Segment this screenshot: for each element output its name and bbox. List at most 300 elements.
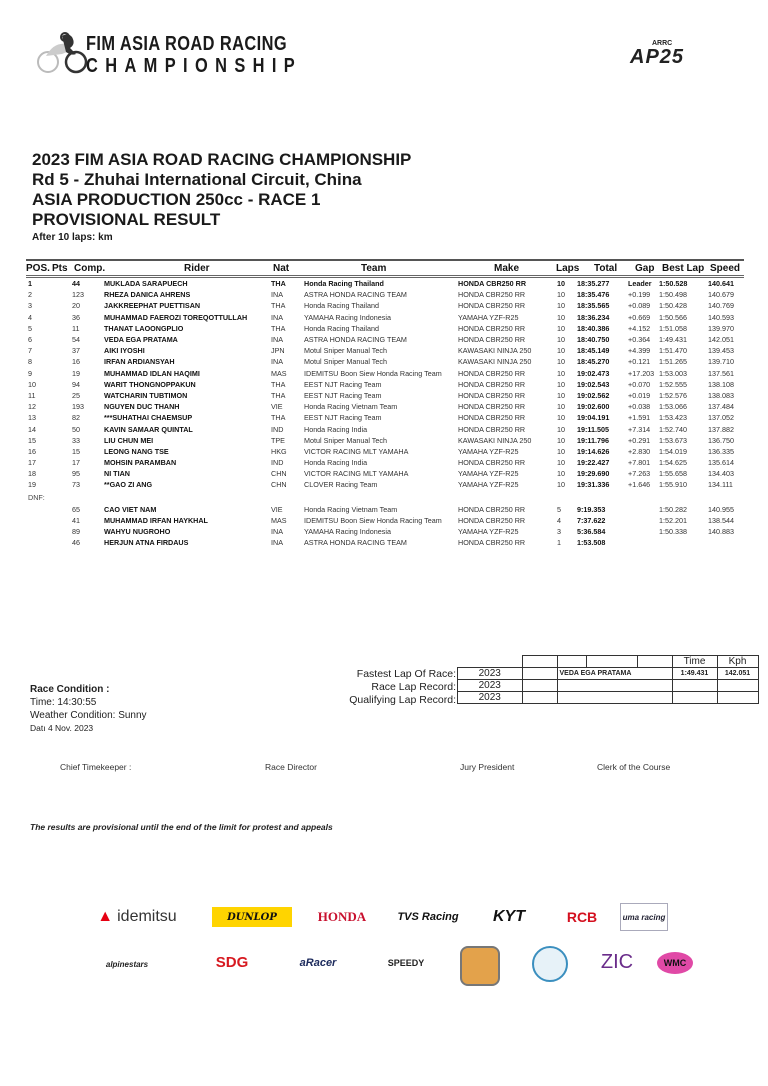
weather-condition: Weather Condition: Sunny: [30, 710, 147, 721]
result-row: [26, 479, 744, 490]
header-best-lap: Best Lap: [662, 262, 705, 274]
cell-gap: +0.019: [628, 390, 651, 400]
cell-total: 19:02.562: [577, 390, 610, 400]
cell-laps: 10: [557, 368, 565, 378]
result-row: [26, 401, 744, 412]
cell-make: YAMAHA YZF-R25: [458, 527, 519, 537]
cell-gap: +0.121: [628, 357, 651, 367]
cell-rider: HERJUN ATNA FIRDAUS: [104, 538, 189, 548]
logo-line2: CHAMPIONSHIP: [86, 55, 303, 77]
rider: [557, 680, 672, 692]
arrc-ap25-logo: [630, 40, 745, 68]
cell-comp: 11: [72, 323, 80, 333]
cell-team: Honda Racing India: [304, 458, 368, 468]
cell-speed: 138.544: [708, 515, 734, 525]
cell-team: IDEMITSU Boon Siew Honda Racing Team: [304, 515, 442, 525]
result-row: [26, 300, 744, 311]
sponsor-kyt: KYT: [493, 908, 525, 925]
cell-laps: 10: [557, 301, 565, 311]
cell-comp: 25: [72, 390, 80, 400]
fim-asia-rider-logo-icon: [32, 30, 88, 74]
sponsor-alpinestars: alpinestars: [105, 959, 149, 969]
year: 2023: [458, 668, 523, 680]
cell-nat: VIE: [271, 504, 283, 514]
results-table: [26, 259, 744, 548]
cell-gap: +17.203: [628, 368, 655, 378]
cell-nat: THA: [271, 279, 286, 289]
cell-pos: 11: [28, 390, 36, 400]
cell-make: KAWASAKI NINJA 250: [458, 435, 532, 445]
cell-laps: 10: [557, 480, 565, 490]
cell-best: 1:55.910: [659, 480, 687, 490]
sponsor-honda: HONDA: [317, 909, 367, 924]
sponsor-zic: ZIC: [600, 950, 634, 973]
dnf-row: [26, 526, 744, 537]
cell-team: ASTRA HONDA RACING TEAM: [304, 538, 407, 548]
cell-make: KAWASAKI NINJA 250: [458, 357, 532, 367]
cell-team: Honda Racing India: [304, 424, 368, 434]
cell-rider: LIU CHUN MEI: [104, 435, 154, 445]
cell-comp: 95: [72, 469, 80, 479]
result-row: [26, 278, 744, 289]
cell-nat: TPE: [271, 435, 285, 445]
sponsor-rcb: RCB: [566, 909, 598, 925]
cell-laps: 3: [557, 527, 561, 537]
cell-nat: VIE: [271, 402, 283, 412]
signature-race-director: Race Director: [265, 762, 317, 772]
sponsor-idemitsu: ▲ idemitsu: [97, 908, 177, 925]
cell-best: 1:50.566: [659, 312, 687, 322]
cell-pos: 6: [28, 335, 32, 345]
cell-pos: 1: [28, 279, 32, 289]
cell-total: 19:02.543: [577, 379, 610, 389]
cell-best: 1:53.066: [659, 402, 687, 412]
cell-speed: 134.111: [708, 480, 733, 490]
cell-team: EEST NJT Racing Team: [304, 413, 382, 423]
cell-team: IDEMITSU Boon Siew Honda Racing Team: [304, 368, 442, 378]
cell-pos: 12: [28, 402, 36, 412]
sponsor-wmc: WMC: [657, 952, 693, 974]
cell-speed: 137.882: [708, 424, 734, 434]
cell-comp: 65: [72, 504, 80, 514]
cell-speed: 137.052: [708, 413, 734, 423]
cell-laps: 10: [557, 312, 565, 322]
cell-pos: 19: [28, 480, 36, 490]
title-championship: 2023 FIM ASIA ROAD RACING CHAMPIONSHIP: [32, 150, 412, 169]
cell-laps: 10: [557, 446, 565, 456]
kph: [717, 680, 758, 692]
cell-total: 19:29.690: [577, 469, 610, 479]
zhuhai-circuit-logo-icon: [460, 946, 500, 986]
cell-speed: 137.561: [708, 368, 734, 378]
label-race-lap-record: Race Lap Record:: [371, 681, 456, 693]
cell-best: 1:55.658: [659, 469, 687, 479]
cell-speed: 140.679: [708, 290, 734, 300]
cell-laps: 10: [557, 279, 565, 289]
cell-laps: 10: [557, 335, 565, 345]
cell-comp: 54: [72, 335, 80, 345]
cell-total: 18:36.234: [577, 312, 610, 322]
cell-make: HONDA CBR250 RR: [458, 290, 526, 300]
cell-make: HONDA CBR250 RR: [458, 515, 526, 525]
cell-rider: WARIT THONGNOPPAKUN: [104, 379, 196, 389]
cell-total: 19:02.473: [577, 368, 610, 378]
cell-gap: +7.263: [628, 469, 651, 479]
cell-make: YAMAHA YZF-R25: [458, 446, 519, 456]
cell-comp: 46: [72, 538, 80, 548]
cell-rider: MUHAMMAD IDLAN HAQIMI: [104, 368, 200, 378]
camf-logo-icon: [532, 946, 568, 982]
cell-best: 1:52.576: [659, 390, 687, 400]
cell-gap: +7.801: [628, 458, 651, 468]
cell-nat: THA: [271, 379, 286, 389]
cell-comp: 17: [72, 458, 80, 468]
cell-speed: 140.769: [708, 301, 734, 311]
cell-nat: JPN: [271, 346, 285, 356]
cell-nat: THA: [271, 390, 286, 400]
cell-comp: 193: [72, 402, 84, 412]
cell-make: HONDA CBR250 RR: [458, 458, 526, 468]
result-row: [26, 289, 744, 300]
cell-team: Motul Sniper Manual Tech: [304, 346, 387, 356]
cell-team: EEST NJT Racing Team: [304, 390, 382, 400]
cell-comp: 19: [72, 368, 80, 378]
cell-gap: +0.199: [628, 290, 651, 300]
cell-nat: CHN: [271, 480, 287, 490]
cell-team: VICTOR RACING MLT YAMAHA: [304, 446, 409, 456]
cell-gap: +0.070: [628, 379, 651, 389]
cell-laps: 10: [557, 469, 565, 479]
signature-jury-president: Jury President: [460, 762, 515, 772]
cell-speed: 136.335: [708, 446, 734, 456]
cell-nat: CHN: [271, 469, 287, 479]
cell-speed: 140.641: [708, 279, 734, 289]
cell-nat: INA: [271, 335, 283, 345]
header-gap: Gap: [635, 262, 655, 274]
cell-total: 7:37.622: [577, 515, 606, 525]
cell-laps: 5: [557, 504, 561, 514]
cell-make: YAMAHA YZF-R25: [458, 469, 519, 479]
sponsor-uma-racing: uma racing: [620, 903, 668, 931]
cell-best: 1:51.470: [659, 346, 687, 356]
sponsor-speedy: SPEEDY: [387, 958, 425, 968]
lap-record-row: [458, 680, 759, 692]
cell-gap: +0.089: [628, 301, 651, 311]
cell-gap: +2.830: [628, 446, 651, 456]
cell-pos: 7: [28, 346, 32, 356]
sponsor-tvs: TVS Racing: [397, 911, 459, 923]
lap-record-row: [458, 692, 759, 704]
cell-team: ASTRA HONDA RACING TEAM: [304, 290, 407, 300]
cell-total: 19:31.336: [577, 480, 610, 490]
cell-gap: +0.669: [628, 312, 651, 322]
cell-nat: INA: [271, 527, 283, 537]
cell-speed: 138.108: [708, 379, 734, 389]
cell-laps: 10: [557, 357, 565, 367]
cell-total: 5:36.584: [577, 527, 606, 537]
result-row: [26, 379, 744, 390]
cell-pos: 13: [28, 413, 36, 423]
cell-total: 19:04.191: [577, 413, 610, 423]
header-speed: Speed: [710, 262, 741, 274]
cell-best: 1:50.338: [659, 527, 687, 537]
cell-rider: NI TIAN: [104, 469, 130, 479]
cell-team: EEST NJT Racing Team: [304, 379, 382, 389]
header-make: Make: [494, 262, 520, 274]
cell-pos: 16: [28, 446, 36, 456]
cell-rider: CAO VIET NAM: [104, 504, 157, 514]
cell-rider: JAKKREEPHAT PUETTISAN: [104, 301, 201, 311]
cell-rider: MUKLADA SARAPUECH: [104, 279, 188, 289]
cell-rider: NGUYEN DUC THANH: [104, 402, 180, 412]
cell-best: 1:50.528: [659, 279, 688, 289]
rider: [557, 692, 672, 704]
cell-total: 18:40.386: [577, 323, 610, 333]
cell-rider: WATCHARIN TUBTIMON: [104, 390, 188, 400]
cell-nat: MAS: [271, 515, 287, 525]
cell-rider: KAVIN SAMAAR QUINTAL: [104, 424, 193, 434]
dnf-body: [26, 504, 744, 549]
cell-best: 1:50.282: [659, 504, 687, 514]
cell-comp: 20: [72, 301, 80, 311]
cell-nat: IND: [271, 424, 284, 434]
cell-laps: 10: [557, 458, 565, 468]
cell-pos: 5: [28, 323, 32, 333]
dnf-row: [26, 504, 744, 515]
cell-speed: 139.970: [708, 323, 734, 333]
cell-make: YAMAHA YZF-R25: [458, 312, 519, 322]
cell-gap: +1.591: [628, 413, 651, 423]
cell-pos: 9: [28, 368, 32, 378]
result-row: [26, 356, 744, 367]
cell-total: 18:45.270: [577, 357, 610, 367]
cell-comp: 123: [72, 290, 84, 300]
header-pos: POS.: [26, 262, 50, 274]
cell-gap: +1.646: [628, 480, 651, 490]
race-time: Time: 14:30:55: [30, 697, 97, 708]
cell-comp: 82: [72, 413, 80, 423]
cell-team: Honda Racing Vietnam Team: [304, 504, 398, 514]
cell-total: 18:45.149: [577, 346, 610, 356]
lap-records-table: [457, 655, 759, 704]
title-class: ASIA PRODUCTION 250cc - RACE 1: [32, 190, 321, 209]
cell-make: HONDA CBR250 RR: [458, 301, 526, 311]
cell-comp: 50: [72, 424, 80, 434]
title-round: Rd 5 - Zhuhai International Circuit, China: [32, 170, 362, 189]
results-body: [26, 278, 744, 491]
result-row: [26, 412, 744, 423]
cell-laps: 10: [557, 346, 565, 356]
cell-comp: 36: [72, 312, 80, 322]
time: [672, 692, 717, 704]
cell-nat: INA: [271, 312, 283, 322]
cell-laps: 10: [557, 379, 565, 389]
cell-pos: 10: [28, 379, 36, 389]
title-result-type: PROVISIONAL RESULT: [32, 210, 221, 229]
sponsor-row-2: [92, 944, 712, 984]
result-row: [26, 468, 744, 479]
kph: 142.051: [717, 668, 758, 680]
signature-clerk-of-course: Clerk of the Course: [597, 762, 671, 772]
dnf-row: [26, 537, 744, 548]
idemitsu-logo-icon: ▲: [97, 908, 114, 925]
result-row: [26, 390, 744, 401]
cell-rider: VEDA EGA PRATAMA: [104, 335, 178, 345]
cell-total: 19:14.626: [577, 446, 610, 456]
cell-best: 1:54.625: [659, 458, 687, 468]
cell-team: CLOVER Racing Team: [304, 480, 378, 490]
header-comp: Comp.: [74, 262, 106, 274]
cell-best: 1:53.003: [659, 368, 687, 378]
cell-nat: THA: [271, 301, 286, 311]
cell-speed: 135.614: [708, 458, 734, 468]
header-pts: Pts: [52, 262, 68, 274]
result-row: [26, 345, 744, 356]
lap-records-header-row: [458, 656, 759, 668]
race-condition-block: [30, 683, 147, 735]
cell-comp: 73: [72, 480, 80, 490]
cell-best: 1:50.428: [659, 301, 687, 311]
result-row: [26, 368, 744, 379]
cell-speed: 140.955: [708, 504, 734, 514]
cell-total: 19:22.427: [577, 458, 610, 468]
cell-speed: 140.593: [708, 312, 734, 322]
cell-total: 18:35.277: [577, 279, 610, 289]
cell-gap: +0.364: [628, 335, 651, 345]
header-total: Total: [594, 262, 618, 274]
cell-pos: 15: [28, 435, 36, 445]
cell-rider: IRFAN ARDIANSYAH: [104, 357, 175, 367]
time: 1:49.431: [672, 668, 717, 680]
cell-gap: +4.399: [628, 346, 651, 356]
rider: VEDA EGA PRATAMA: [557, 668, 672, 680]
championship-logo-text: [86, 34, 350, 76]
cell-laps: 10: [557, 390, 565, 400]
cell-nat: HKG: [271, 446, 287, 456]
cell-team: YAMAHA Racing Indonesia: [304, 527, 391, 537]
cell-gap: +7.314: [628, 424, 651, 434]
cell-rider: MUHAMMAD IRFAN HAYKHAL: [104, 515, 208, 525]
cell-comp: 15: [72, 446, 80, 456]
cell-pos: 18: [28, 469, 36, 479]
cell-nat: INA: [271, 290, 283, 300]
cell-total: 18:35.565: [577, 301, 610, 311]
cell-speed: 134.403: [708, 469, 734, 479]
cell-laps: 4: [557, 515, 561, 525]
race-date: Datı 4 Nov. 2023: [30, 723, 94, 733]
col-time: Time: [672, 656, 717, 668]
cell-speed: 138.083: [708, 390, 734, 400]
cell-nat: MAS: [271, 368, 287, 378]
cell-total: 9:19.353: [577, 504, 606, 514]
ap25-badge: AP25: [630, 46, 685, 68]
cell-total: 19:11.796: [577, 435, 609, 445]
provisional-disclaimer: The results are provisional until the end of the limit for protest and appeals: [30, 822, 333, 832]
header-team: Team: [361, 262, 387, 274]
cell-comp: 94: [72, 379, 80, 389]
time: [672, 680, 717, 692]
cell-best: 1:53.423: [659, 413, 687, 423]
kph: [717, 692, 758, 704]
cell-comp: 33: [72, 435, 80, 445]
cell-pos: 4: [28, 312, 32, 322]
col-kph: Kph: [717, 656, 758, 668]
result-row: [26, 423, 744, 434]
cell-make: HONDA CBR250 RR: [458, 424, 526, 434]
cell-pos: 2: [28, 290, 32, 300]
result-row: [26, 334, 744, 345]
cell-make: HONDA CBR250 RR: [458, 402, 526, 412]
cell-rider: RHEZA DANICA AHRENS: [104, 290, 191, 300]
cell-speed: 137.484: [708, 402, 734, 412]
cell-make: HONDA CBR250 RR: [458, 413, 526, 423]
dnf-row: [26, 515, 744, 526]
cell-nat: THA: [271, 323, 286, 333]
cell-pos: 14: [28, 424, 36, 434]
cell-comp: 41: [72, 515, 80, 525]
cell-rider: ***SUHATHAI CHAEMSUP: [104, 413, 193, 423]
document-title-block: [32, 150, 411, 245]
cell-make: HONDA CBR250 RR: [458, 368, 526, 378]
cell-make: HONDA CBR250 RR: [458, 538, 526, 548]
lap-record-row: [458, 668, 759, 680]
cell-team: VICTOR RACING MLT YAMAHA: [304, 469, 409, 479]
cell-nat: IND: [271, 458, 284, 468]
sponsor-aracer: aRacer: [299, 957, 337, 969]
cell-best: 1:51.058: [659, 323, 687, 333]
label-qualifying-lap-record: Qualifying Lap Record:: [349, 694, 456, 706]
cell-total: 1:53.508: [577, 538, 606, 548]
result-row: [26, 323, 744, 334]
cell-make: HONDA CBR250 RR: [458, 335, 526, 345]
cell-rider: THANAT LAOONGPLIO: [104, 323, 184, 333]
cell-laps: 10: [557, 435, 565, 445]
cell-nat: INA: [271, 357, 283, 367]
cell-best: 1:50.498: [659, 290, 687, 300]
cell-team: Honda Racing Vietnam Team: [304, 402, 398, 412]
cell-team: Motul Sniper Manual Tech: [304, 357, 387, 367]
cell-rider: **GAO ZI ANG: [104, 480, 153, 490]
signature-chief-timekeeper: Chief Timekeeper :: [60, 762, 132, 772]
header-rider: Rider: [184, 262, 210, 274]
cell-best: 1:54.019: [659, 446, 687, 456]
cell-best: 1:51.265: [659, 357, 687, 367]
lap-record-labels: [300, 668, 456, 707]
cell-best: 1:52.740: [659, 424, 687, 434]
cell-gap: Leader: [628, 279, 652, 289]
cell-best: 1:53.673: [659, 435, 687, 445]
result-row: [26, 457, 744, 468]
cell-best: 1:52.555: [659, 379, 687, 389]
cell-laps: 10: [557, 424, 565, 434]
cell-total: 19:02.600: [577, 402, 610, 412]
cell-gap: +4.152: [628, 323, 651, 333]
cell-comp: 16: [72, 357, 80, 367]
cell-speed: 136.750: [708, 435, 734, 445]
result-row: [26, 312, 744, 323]
title-laps-info: After 10 laps: km: [32, 232, 113, 243]
results-header-row: [26, 259, 744, 278]
cell-speed: 139.710: [708, 357, 734, 367]
cell-team: Honda Racing Thailand: [304, 301, 379, 311]
year: 2023: [458, 680, 523, 692]
cell-team: Honda Racing Thailand: [304, 323, 379, 333]
cell-rider: MUHAMMAD FAEROZI TOREQOTTULLAH: [104, 312, 248, 322]
race-condition-heading: Race Condition :: [30, 684, 110, 695]
cell-pos: 3: [28, 301, 32, 311]
sponsor-row-1: [92, 902, 712, 932]
cell-pos: 8: [28, 357, 32, 367]
